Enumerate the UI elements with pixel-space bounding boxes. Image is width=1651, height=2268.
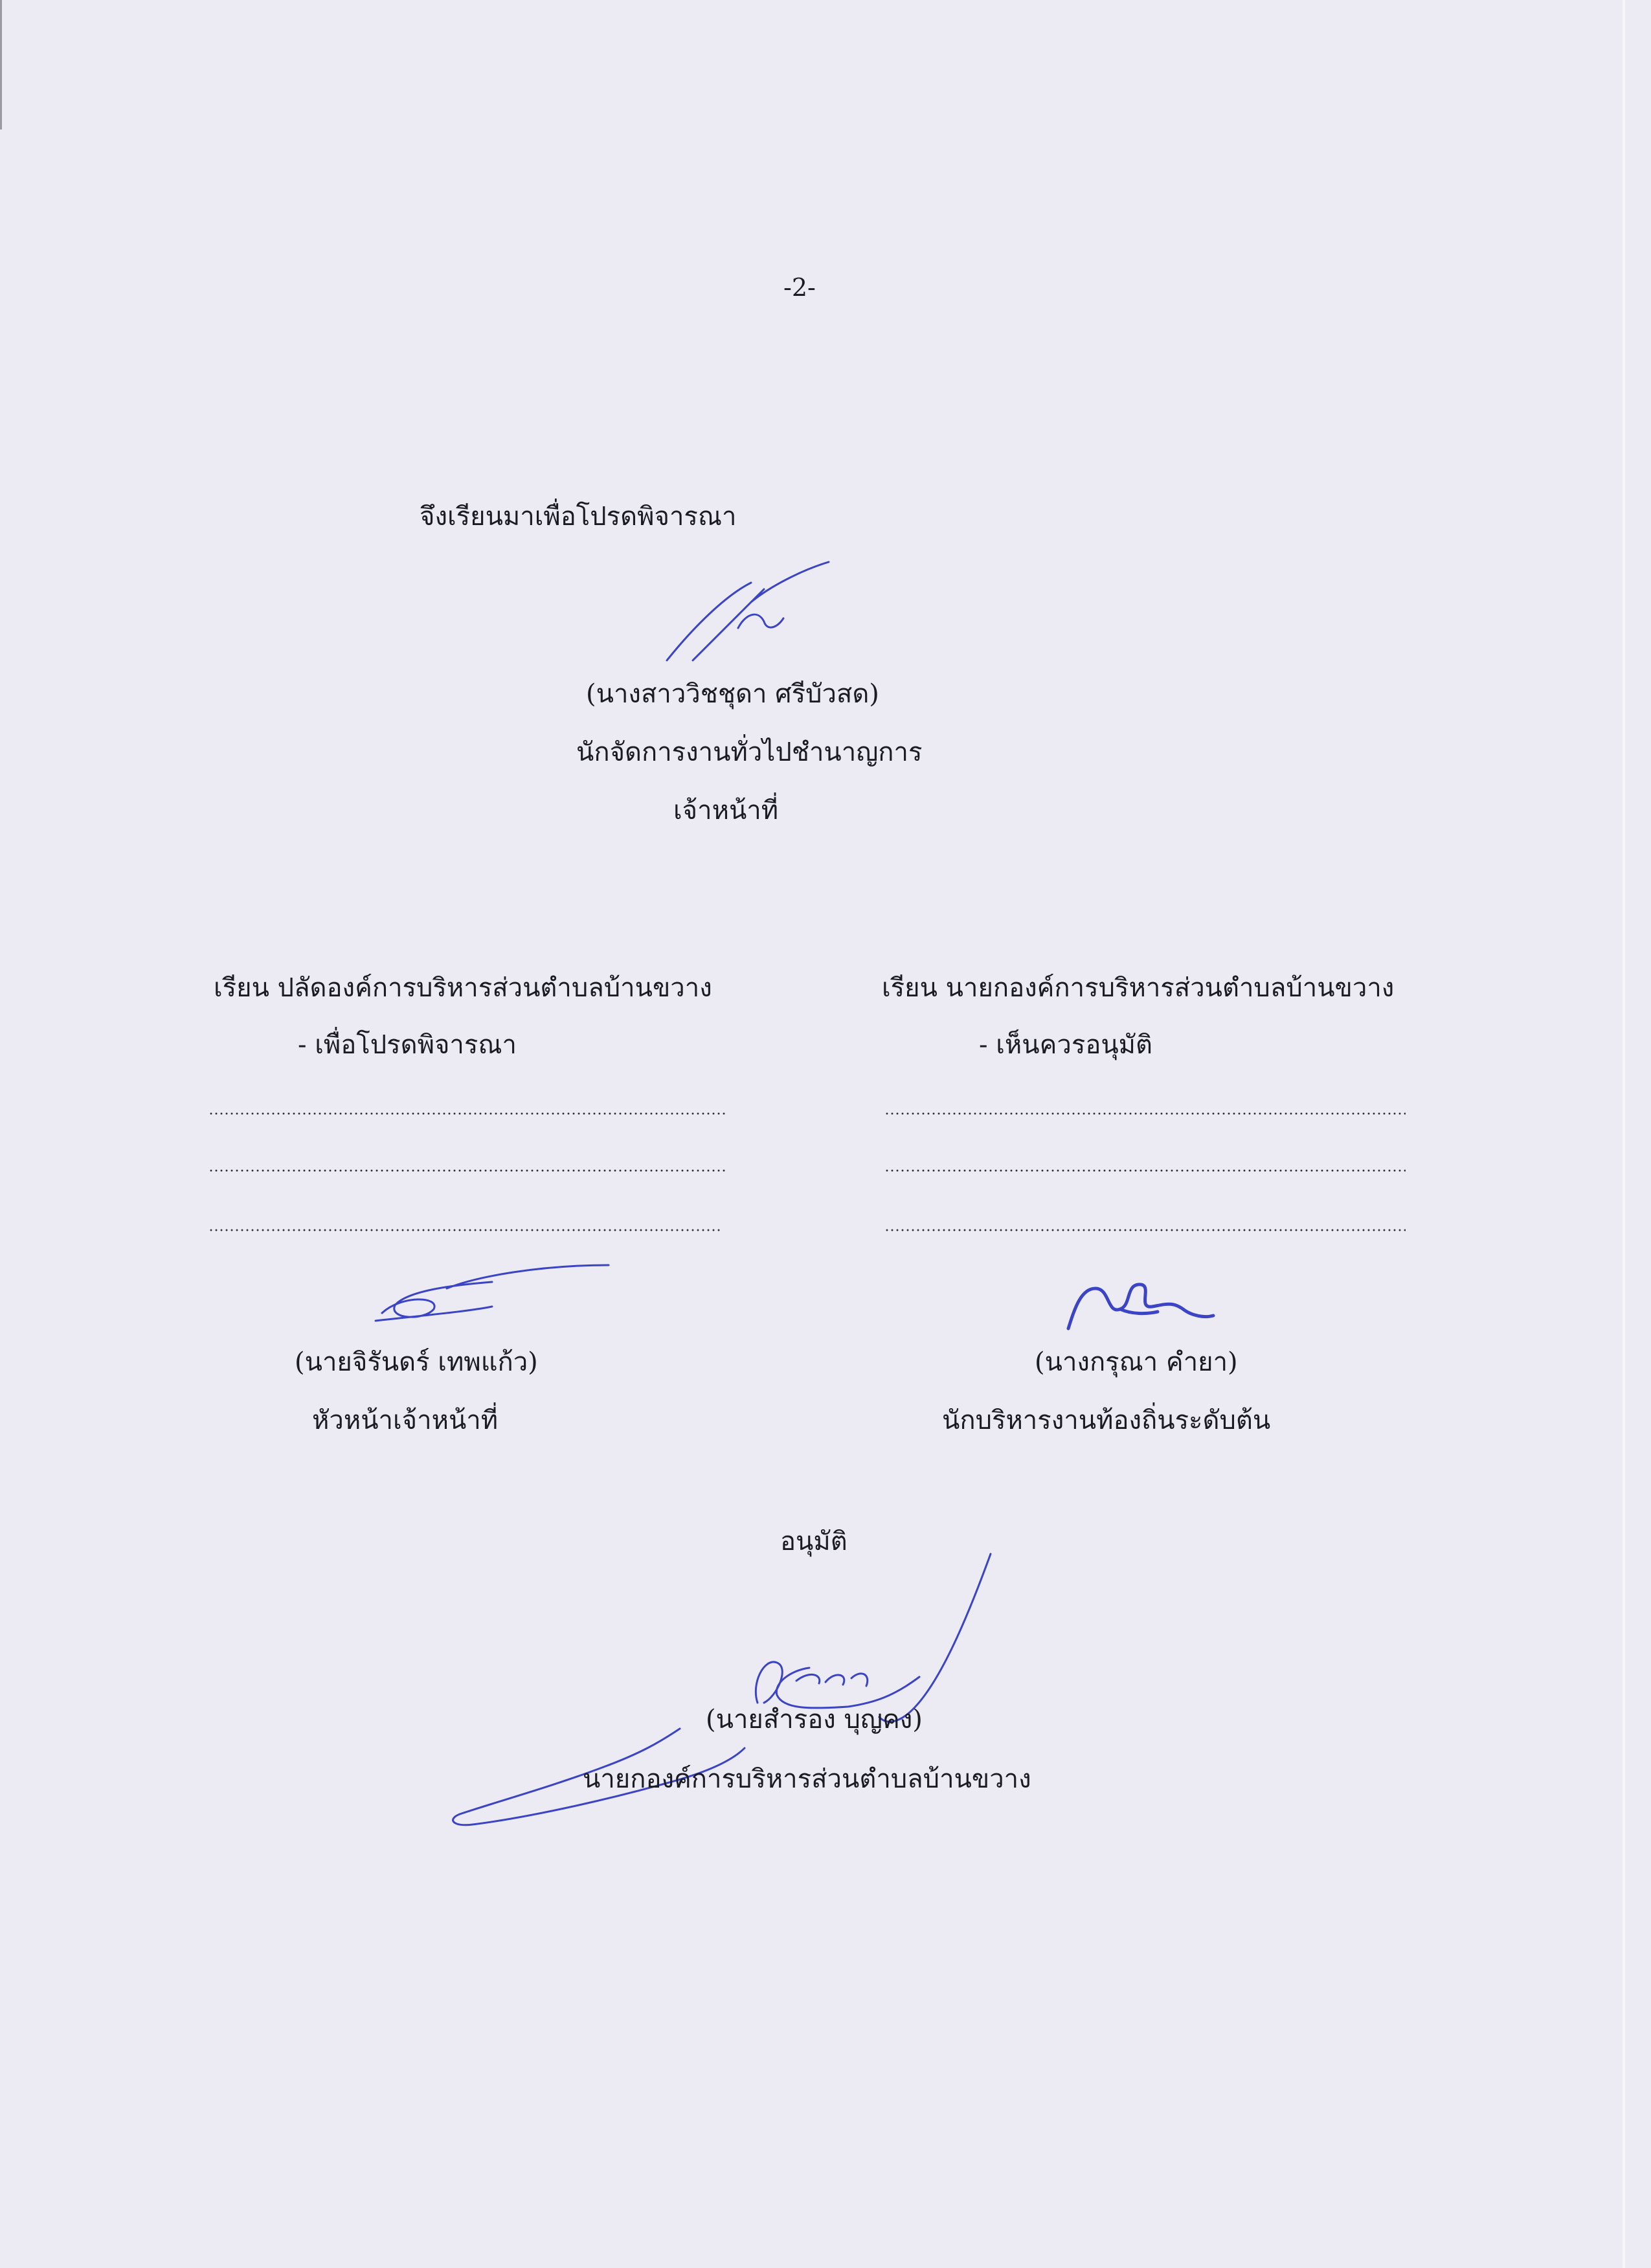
officer-position: นักจัดการงานทั่วไปชำนาญการ: [576, 737, 923, 767]
right-note: - เห็นควรอนุมัติ: [979, 1030, 1153, 1060]
right-signer-signature: [1055, 1269, 1217, 1340]
left-dotted-line-2: [208, 1169, 726, 1172]
officer-role: เจ้าหน้าที่: [673, 796, 779, 825]
right-dotted-line-3: [884, 1229, 1406, 1231]
left-dotted-line-1: [208, 1112, 726, 1115]
right-dotted-line-2: [884, 1169, 1406, 1172]
left-signer-name: (นายจิรันดร์ เทพแก้ว): [295, 1347, 538, 1377]
officer-name: (นางสาววิชชุดา ศรีบัวสด): [586, 679, 879, 709]
approval-signer-position: นายกองค์การบริหารส่วนตำบลบ้านขวาง: [583, 1764, 1031, 1794]
officer-signature: [654, 557, 848, 667]
approval-signature: [447, 1547, 1004, 1845]
left-signer-signature: [363, 1256, 615, 1334]
left-note: - เพื่อโปรดพิจารณา: [298, 1030, 517, 1060]
scan-edge-right: [1623, 0, 1625, 2268]
right-dotted-line-1: [884, 1112, 1406, 1115]
left-dotted-line-3: [208, 1229, 720, 1231]
left-addressee: เรียน ปลัดองค์การบริหารส่วนตำบลบ้านขวาง: [214, 973, 712, 1003]
right-signer-name: (นางกรุณา คำยา): [1035, 1347, 1238, 1377]
right-signer-position: นักบริหารงานท้องถิ่นระดับต้น: [942, 1406, 1271, 1435]
page-number: -2-: [783, 273, 816, 302]
approval-label: อนุมัติ: [780, 1527, 848, 1556]
right-addressee: เรียน นายกองค์การบริหารส่วนตำบลบ้านขวาง: [882, 973, 1395, 1003]
left-signer-position: หัวหน้าเจ้าหน้าที่: [312, 1406, 499, 1435]
scan-edge-left: [0, 0, 2, 129]
approval-signer-name: (นายสำรอง บุญคง): [706, 1705, 923, 1735]
closing-sentence: จึงเรียนมาเพื่อโปรดพิจารณา: [420, 502, 737, 532]
